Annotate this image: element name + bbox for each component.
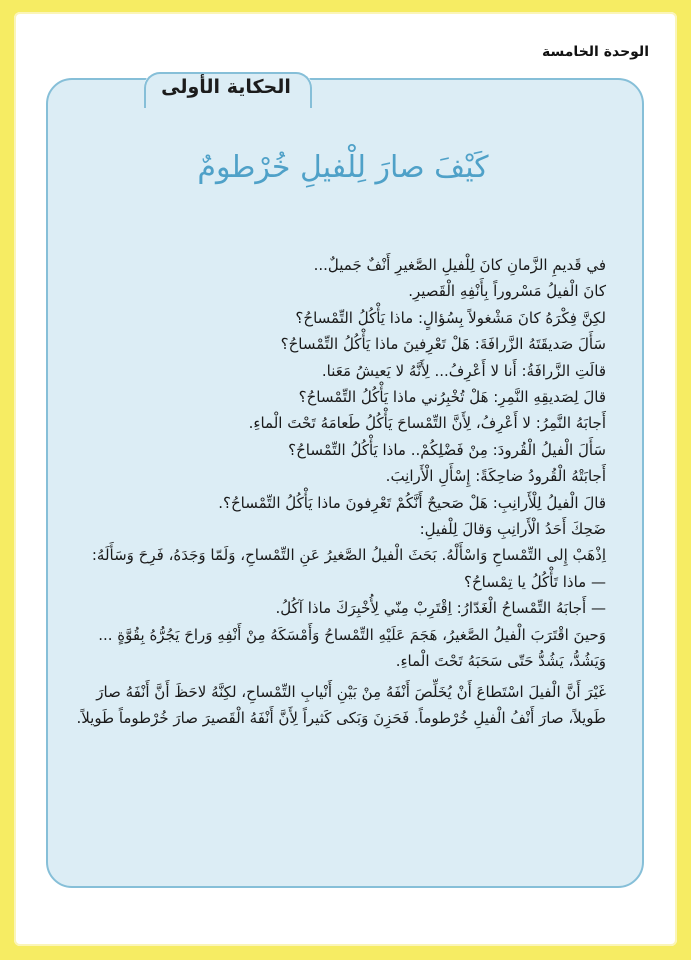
story-line: سَأَلَ الْفيلُ الْقُرودَ: مِنْ فَضْلِكُمْ.. ماذا يَأْكُلُ التِّمْساحُ؟ xyxy=(288,440,606,459)
story-line: وَحينَ اقْتَرَبَ الْفيلُ الصَّغيرُ، هَجَمَ عَلَيْهِ التِّمْساحُ وَأَمْسَكَهُ مِنْ أَنْفِهِ وَراحَ يَجُرُّهُ بِقُوَّةٍ ... وَيَشُدُّ، يَشُدُّ حَتّى سَحَبَهُ تَحْتَ الْماءِ. xyxy=(98,625,606,671)
story-line: سَأَلَ صَديقَتَهُ الزَّرافَةَ: هَلْ تَعْرِفينَ ماذا يَأْكُلُ التِّمْساحُ؟ xyxy=(280,335,606,354)
story-line: غَيْرَ أَنَّ الْفيلَ اسْتَطاعَ أَنْ يُخَلِّصَ أَنْفَهُ مِنْ بَيْنِ أَنْيابِ التِّمْساحِ، لكِنَّهُ لاحَظَ أَنَّ أَنْفَهُ صارَ طَويلاً، صارَ أَنْفُ الْفيلِ خُرْطوماً. فَحَزِنَ وَبَكى كَثيراً لِأَنَّ أَنْفَهُ الْقَصيرَ صارَ خُرْطوماً طَويلاً. xyxy=(76,682,606,727)
story-line: أَجابَتْهُ الْقُرودُ ضاحِكَةً: إِسْأَلِ الْأَرانِبَ. xyxy=(385,467,606,486)
story-line: قالَ الْفيلُ لِلْأَرانِبِ: هَلْ صَحيحٌ أَنَّكُمْ تَعْرِفونَ ماذا يَأْكُلُ التِّمْساحُ؟. xyxy=(218,493,606,512)
story-line: في قَديمِ الزَّمانِ كانَ لِلْفيلِ الصَّغيرِ أَنْفٌ جَميلٌ... xyxy=(313,256,606,274)
story-line: — ماذا تَأْكُلُ يا تِمْساحُ؟ xyxy=(464,572,606,591)
story-title: كَيْفَ صارَ لِلْفيلِ خُرْطومٌ xyxy=(197,150,489,185)
story-body xyxy=(58,252,606,731)
story-line: ضَحِكَ أَحَدُ الْأَرانِبِ وَقالَ لِلْفيلِ: xyxy=(419,520,606,539)
story-line: قالَ لِصَديقِهِ النَّمِرِ: هَلْ تُخْبِرُني ماذا يَأْكُلُ التِّمْساحُ؟ xyxy=(298,388,606,407)
story-line: — أَجابَهُ التِّمْساحُ الْغَدّارُ: اِقْتَرِبْ مِنّي لِأُخْبِرَكَ ماذا آكُلُ. xyxy=(275,599,606,618)
story-line: كانَ الْفيلُ مَسْروراً بِأَنْفِهِ الْقَصيرِ. xyxy=(408,282,606,301)
story-line: قالَتِ الزَّرافَةُ: أَنا لا أَعْرِفُ... لِأَنَّهُ لا يَعيشُ مَعَنا. xyxy=(321,361,606,380)
story-line: لكِنَّ فِكْرَهُ كانَ مَشْغولاً بِسُؤالٍ: ماذا يَأْكُلُ التِّمْساحُ؟ xyxy=(295,308,606,327)
story-line: اِذْهَبْ إِلى التِّمْساحِ وَاسْأَلْهُ. بَحَثَ الْفيلُ الصَّغيرُ عَنِ التِّمْساحِ، وَلَمّا وَجَدَهُ، فَرِحَ وَسَأَلَهُ: xyxy=(91,546,606,565)
story-line: أَجابَهُ النَّمِرُ: لا أَعْرِفُ، لِأَنَّ التِّمْساحَ يَأْكُلُ طَعامَهُ تَحْتَ الْماءِ. xyxy=(248,414,606,433)
story-tab-label: الحكاية الأولى xyxy=(161,76,291,98)
unit-label: الوحدة الخامسة xyxy=(542,44,649,60)
